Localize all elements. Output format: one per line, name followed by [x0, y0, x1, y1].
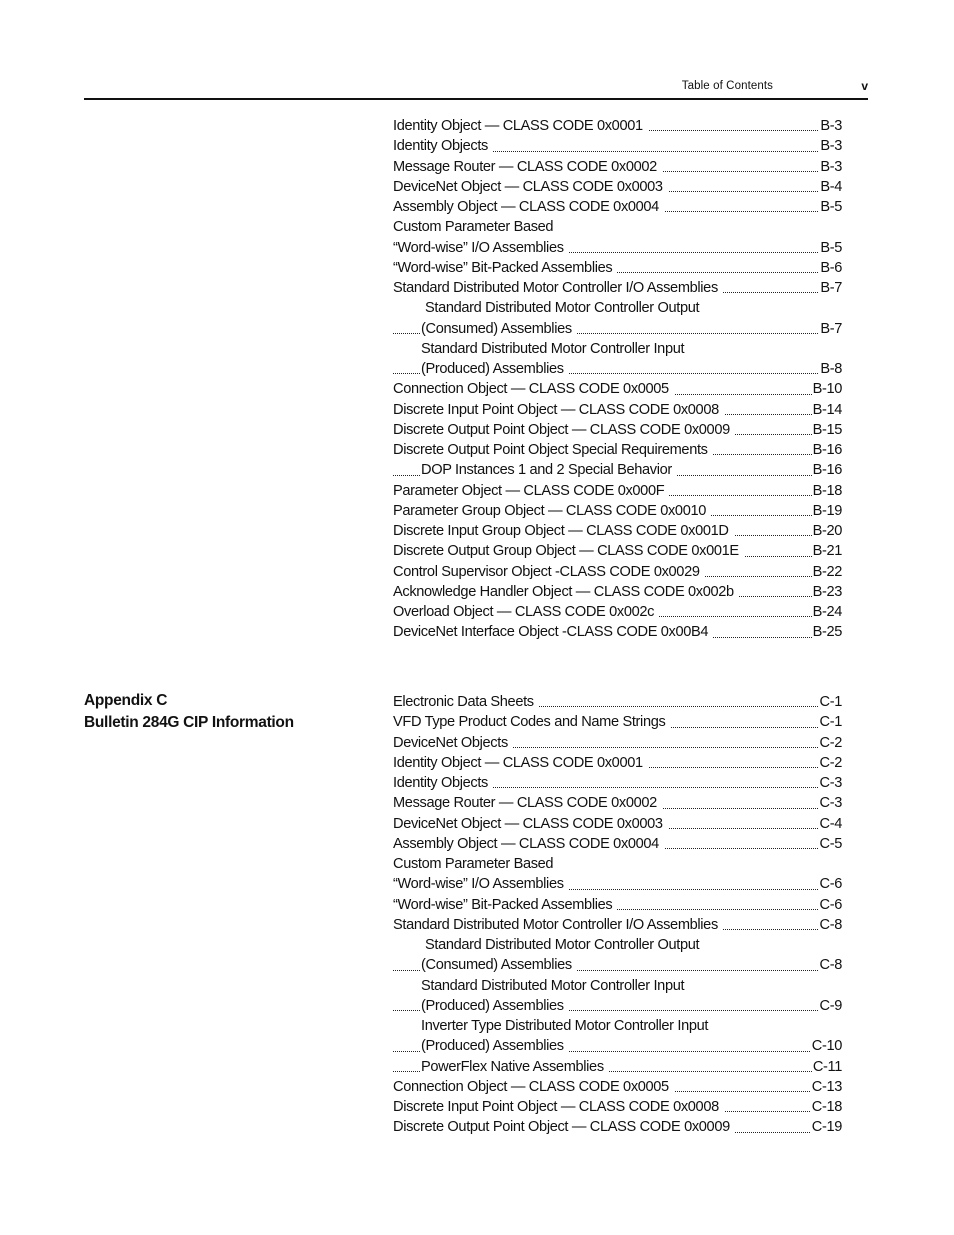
toc-entry-title: (Produced) Assemblies	[421, 998, 569, 1014]
toc-entry-title: Identity Object — CLASS CODE 0x0001	[393, 118, 648, 134]
toc-entry[interactable]	[393, 177, 842, 197]
toc-entry-title: Assembly Object — CLASS CODE 0x0004	[393, 836, 664, 852]
toc-entry-page: C-8	[819, 955, 842, 975]
toc-entry-page: C-2	[819, 753, 842, 773]
toc-entry[interactable]	[393, 996, 842, 1016]
toc-entry-title: Acknowledge Handler Object — CLASS CODE 0x002b	[393, 584, 739, 600]
toc-entry-page: B-23	[812, 582, 842, 602]
toc-entry-title: Message Router — CLASS CODE 0x0002	[393, 159, 662, 175]
toc-entry-page: B-16	[812, 460, 842, 480]
toc-entry-page: B-18	[812, 481, 842, 501]
toc-entry-page: C-3	[819, 773, 842, 793]
toc-entry-title: “Word-wise” Bit-Packed Assemblies	[393, 260, 617, 276]
toc-entry-page: B-4	[819, 177, 842, 197]
toc-entry-page: B-25	[812, 622, 842, 642]
toc-entry-page: B-5	[819, 197, 842, 217]
toc-entry-page: B-5	[819, 238, 842, 258]
toc-entry-page: C-1	[819, 692, 842, 712]
toc-section-b	[393, 116, 842, 643]
toc-entry-page: B-6	[819, 258, 842, 278]
toc-entry[interactable]	[393, 136, 842, 156]
toc-entry-title: Identity Objects	[393, 775, 493, 791]
toc-entry-page: C-4	[819, 814, 842, 834]
toc-entry-title: Discrete Input Point Object — CLASS CODE 0x0008	[393, 1099, 724, 1115]
toc-entry[interactable]	[393, 1117, 842, 1137]
toc-entry[interactable]	[393, 814, 842, 834]
toc-entry[interactable]	[393, 460, 842, 480]
toc-entry-title: Discrete Output Point Object — CLASS CODE 0x0009	[393, 1119, 735, 1135]
toc-entry-page: C-6	[819, 874, 842, 894]
toc-entry[interactable]	[393, 895, 842, 915]
toc-appendix-c	[393, 692, 842, 1138]
toc-entry-title: DOP Instances 1 and 2 Special Behavior	[421, 462, 677, 478]
toc-entry-title: (Produced) Assemblies	[421, 1038, 569, 1054]
toc-entry-title: (Consumed) Assemblies	[421, 321, 577, 337]
toc-entry-page: C-10	[811, 1036, 842, 1056]
toc-entry-title: Standard Distributed Motor Controller Input	[421, 341, 689, 357]
toc-entry[interactable]	[393, 420, 842, 440]
toc-entry-title: Control Supervisor Object -CLASS CODE 0x0029	[393, 564, 705, 580]
toc-entry-title: Identity Object — CLASS CODE 0x0001	[393, 755, 648, 771]
toc-entry[interactable]	[393, 692, 842, 712]
toc-entry[interactable]	[393, 1057, 842, 1077]
toc-entry-page: C-19	[811, 1117, 842, 1137]
toc-entry[interactable]	[393, 773, 842, 793]
toc-entry-title: DeviceNet Object — CLASS CODE 0x0003	[393, 816, 668, 832]
page-header	[84, 78, 868, 100]
toc-entry-title: DeviceNet Objects	[393, 735, 513, 751]
toc-entry[interactable]	[393, 1036, 842, 1056]
toc-entry-page: B-3	[819, 157, 842, 177]
toc-entry-page: B-10	[812, 379, 842, 399]
toc-entry[interactable]	[393, 733, 842, 753]
toc-entry-title: Overload Object — CLASS CODE 0x002c	[393, 604, 659, 620]
toc-entry-title: Message Router — CLASS CODE 0x0002	[393, 795, 662, 811]
toc-entry-title: Standard Distributed Motor Controller Output	[425, 300, 704, 316]
toc-entry-title: Electronic Data Sheets	[393, 694, 539, 710]
toc-entry-title: (Consumed) Assemblies	[421, 957, 577, 973]
toc-entry[interactable]	[393, 400, 842, 420]
toc-entry-title: Discrete Input Group Object — CLASS CODE 0x001D	[393, 523, 734, 539]
toc-entry-title: (Produced) Assemblies	[421, 361, 569, 377]
toc-entry[interactable]	[393, 602, 842, 622]
toc-entry[interactable]	[393, 976, 842, 996]
toc-entry-page: C-11	[812, 1057, 842, 1077]
toc-entry-page: B-22	[812, 562, 842, 582]
toc-entry[interactable]	[393, 379, 842, 399]
toc-entry-title: DeviceNet Object — CLASS CODE 0x0003	[393, 179, 668, 195]
appendix-title: Appendix C	[84, 692, 168, 709]
toc-entry-page: B-16	[812, 440, 842, 460]
toc-entry-page: B-3	[819, 136, 842, 156]
toc-entry-title: Discrete Output Group Object — CLASS CODE 0x001E	[393, 543, 744, 559]
toc-entry-title: Custom Parameter Based	[393, 856, 558, 872]
toc-entry-title: Connection Object — CLASS CODE 0x0005	[393, 1079, 674, 1095]
toc-entry-title: VFD Type Product Codes and Name Strings	[393, 714, 670, 730]
toc-entry-title: DeviceNet Interface Object -CLASS CODE 0x00B4	[393, 624, 713, 640]
toc-entry-page: B-24	[812, 602, 842, 622]
toc-entry-page: B-21	[812, 541, 842, 561]
toc-entry[interactable]	[393, 481, 842, 501]
toc-entry[interactable]	[393, 197, 842, 217]
page-number: v	[861, 79, 868, 93]
toc-entry[interactable]	[393, 298, 842, 318]
toc-entry-page: B-8	[819, 359, 842, 379]
toc-entry[interactable]	[393, 915, 842, 935]
toc-entry[interactable]	[393, 440, 842, 460]
toc-entry[interactable]	[393, 278, 842, 298]
toc-entry[interactable]	[393, 157, 842, 177]
toc-entry-page: B-15	[812, 420, 842, 440]
toc-entry[interactable]	[393, 834, 842, 854]
toc-entry[interactable]	[393, 1016, 842, 1036]
toc-entry[interactable]	[393, 622, 842, 642]
toc-entry-title: “Word-wise” Bit-Packed Assemblies	[393, 897, 617, 913]
toc-entry[interactable]	[393, 359, 842, 379]
toc-entry[interactable]	[393, 1097, 842, 1117]
toc-entry-page: B-7	[819, 278, 842, 298]
toc-entry[interactable]	[393, 521, 842, 541]
toc-entry-title: Connection Object — CLASS CODE 0x0005	[393, 381, 674, 397]
toc-entry-title: “Word-wise” I/O Assemblies	[393, 876, 569, 892]
toc-entry[interactable]	[393, 319, 842, 339]
running-header-title: Table of Contents	[681, 80, 773, 92]
toc-entry-title: Assembly Object — CLASS CODE 0x0004	[393, 199, 664, 215]
toc-entry[interactable]	[393, 562, 842, 582]
toc-entry[interactable]	[393, 217, 842, 237]
toc-entry-page: B-3	[819, 116, 842, 136]
toc-entry[interactable]	[393, 1077, 842, 1097]
toc-entry-title: Parameter Group Object — CLASS CODE 0x0010	[393, 503, 711, 519]
toc-entry-page: B-14	[812, 400, 842, 420]
toc-entry-page: C-5	[819, 834, 842, 854]
toc-entry-title: Custom Parameter Based	[393, 219, 558, 235]
toc-entry-title: Discrete Output Point Object — CLASS CODE 0x0009	[393, 422, 735, 438]
toc-entry-page: C-3	[819, 793, 842, 813]
toc-entry-page: C-9	[819, 996, 842, 1016]
toc-entry[interactable]	[393, 116, 842, 136]
toc-entry[interactable]	[393, 753, 842, 773]
toc-entry[interactable]	[393, 854, 842, 874]
toc-entry-title: Standard Distributed Motor Controller Output	[425, 937, 704, 953]
toc-entry[interactable]	[393, 541, 842, 561]
toc-entry-page: C-13	[811, 1077, 842, 1097]
toc-entry[interactable]	[393, 874, 842, 894]
toc-entry-title: Identity Objects	[393, 138, 493, 154]
toc-entry-page: C-8	[819, 915, 842, 935]
toc-entry[interactable]	[393, 501, 842, 521]
toc-entry-title: Standard Distributed Motor Controller I/O Assemblies	[393, 917, 723, 933]
toc-entry[interactable]	[393, 955, 842, 975]
toc-entry-title: Standard Distributed Motor Controller Input	[421, 978, 689, 994]
toc-entry-page: B-7	[819, 319, 842, 339]
appendix-subtitle: Bulletin 284G CIP Information	[84, 714, 294, 731]
toc-entry[interactable]	[393, 339, 842, 359]
toc-entry-page: B-20	[812, 521, 842, 541]
toc-entry[interactable]	[393, 793, 842, 813]
toc-entry-title: Discrete Input Point Object — CLASS CODE 0x0008	[393, 402, 724, 418]
toc-entry-page: C-6	[819, 895, 842, 915]
toc-entry-title: Parameter Object — CLASS CODE 0x000F	[393, 483, 669, 499]
toc-entry-title: Discrete Output Point Object Special Requirements	[393, 442, 713, 458]
toc-entry-page: C-2	[819, 733, 842, 753]
toc-entry[interactable]	[393, 258, 842, 278]
toc-entry-title: PowerFlex Native Assemblies	[421, 1059, 609, 1075]
toc-entry-page: C-1	[819, 712, 842, 732]
toc-entry[interactable]	[393, 935, 842, 955]
appendix-c-heading	[84, 690, 294, 734]
toc-entry-page: B-19	[812, 501, 842, 521]
toc-entry-page: C-18	[811, 1097, 842, 1117]
toc-entry-title: Inverter Type Distributed Motor Controller Input	[421, 1018, 713, 1034]
toc-entry-title: “Word-wise” I/O Assemblies	[393, 240, 569, 256]
toc-entry[interactable]	[393, 582, 842, 602]
toc-entry-title: Standard Distributed Motor Controller I/O Assemblies	[393, 280, 723, 296]
toc-entry[interactable]	[393, 712, 842, 732]
toc-entry[interactable]	[393, 238, 842, 258]
